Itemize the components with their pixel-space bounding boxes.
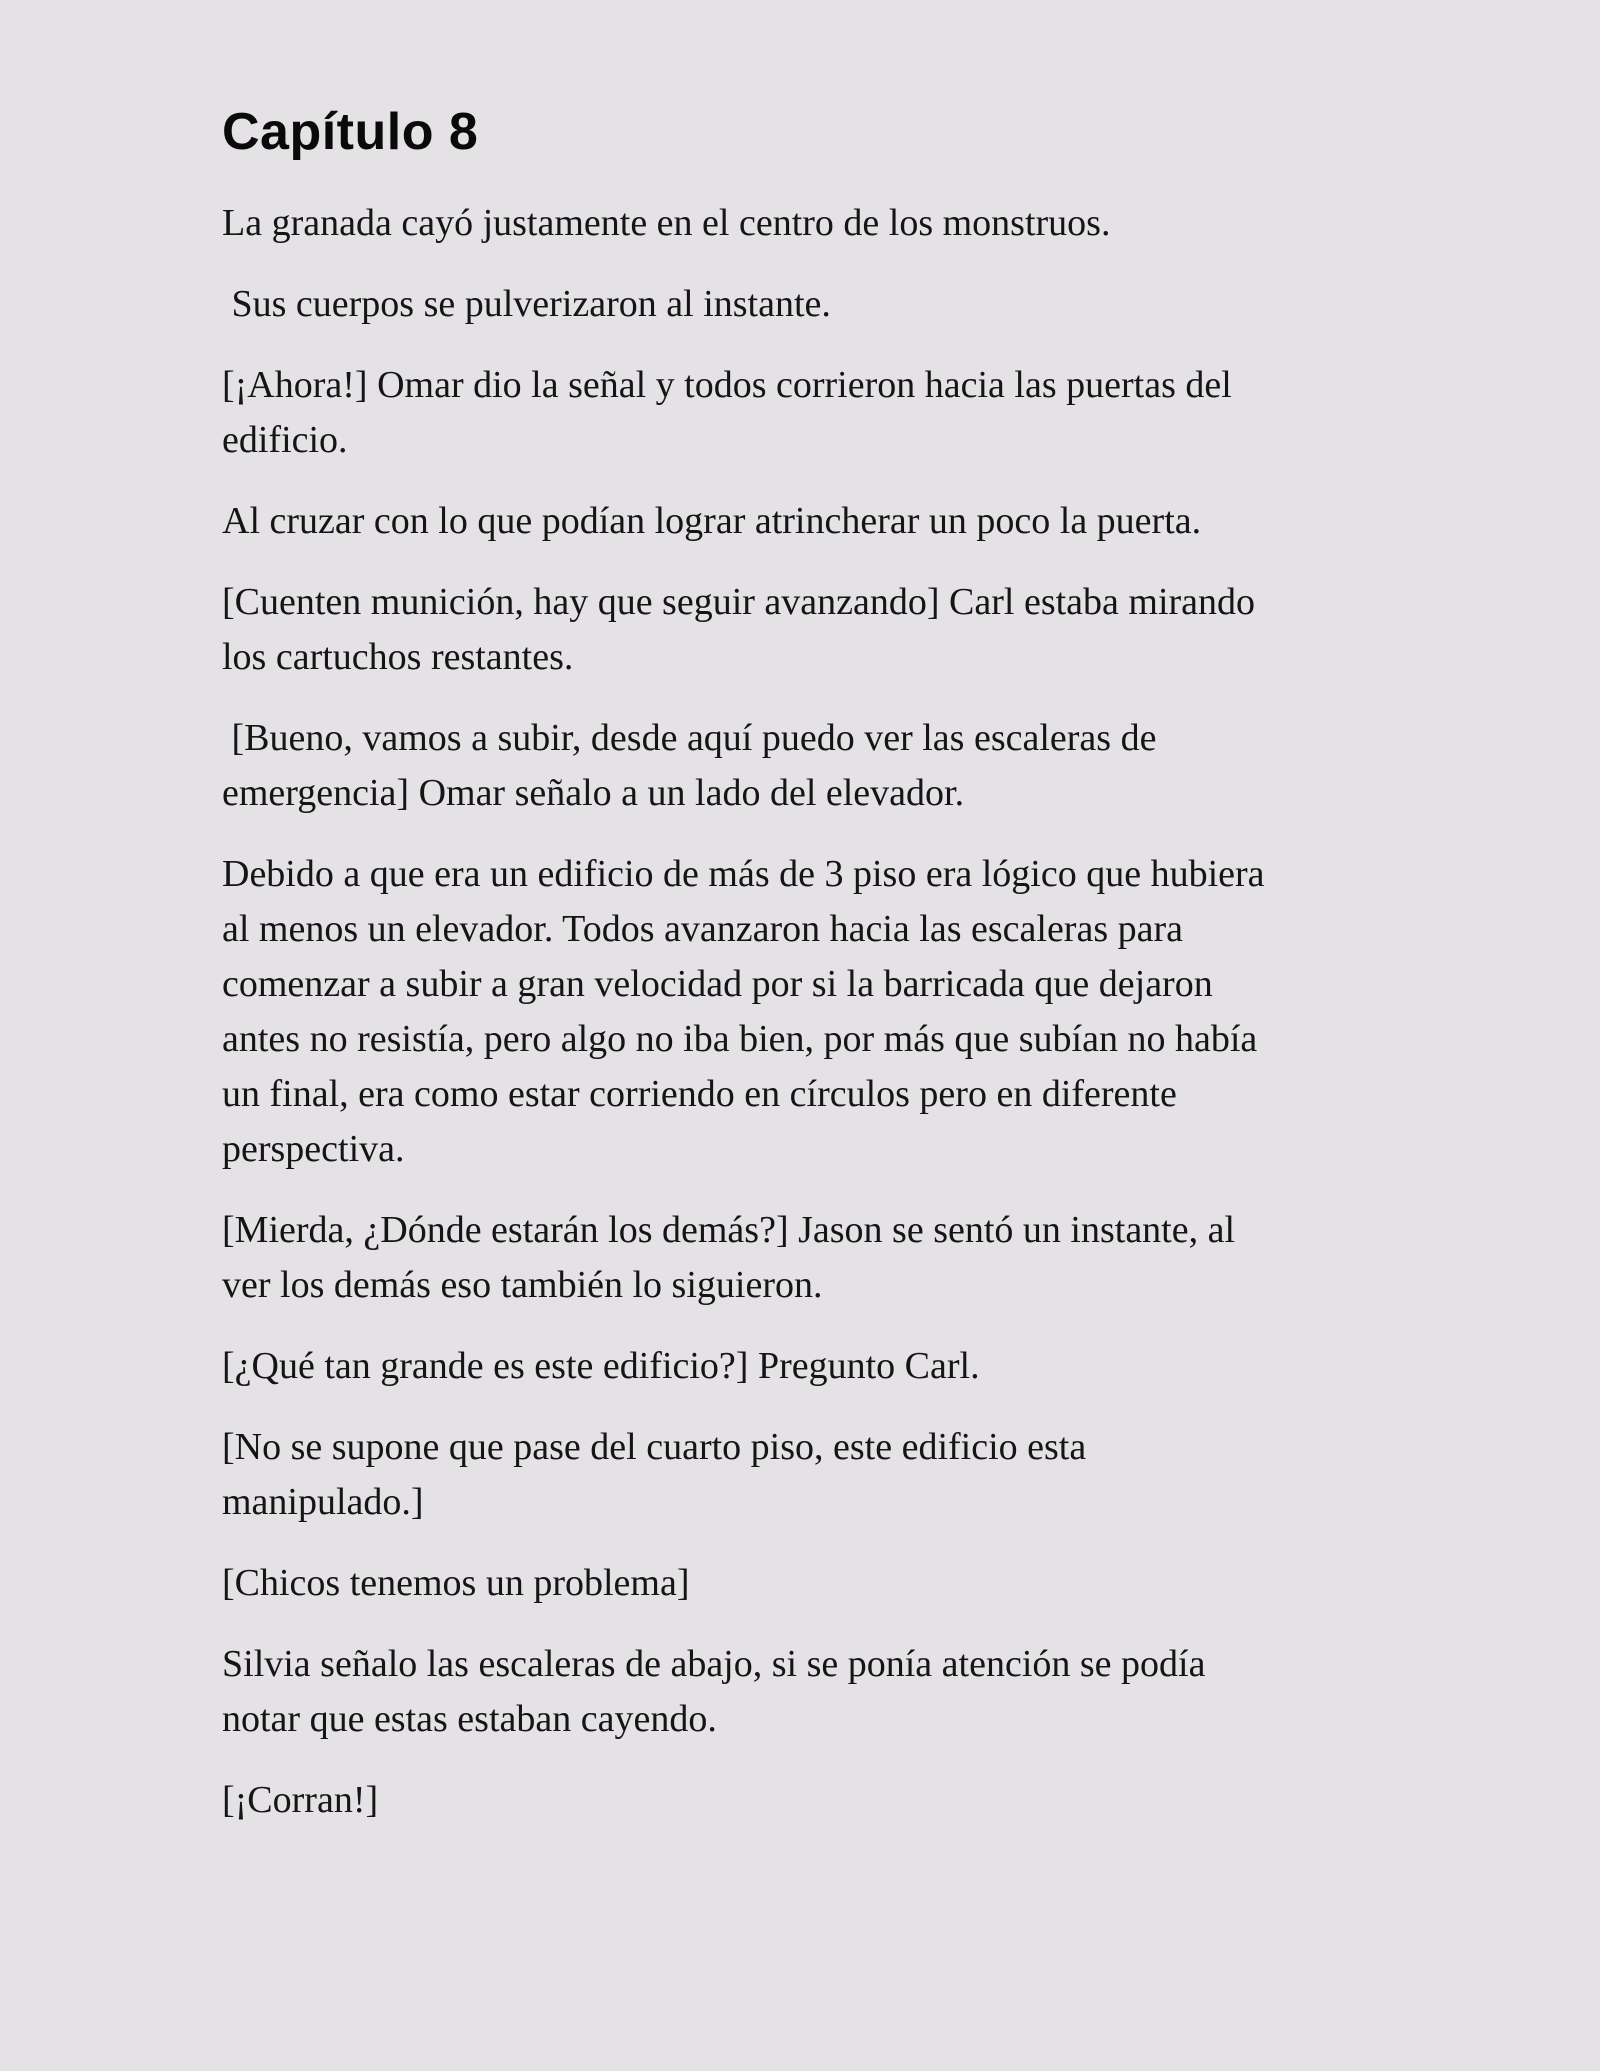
document-page [222, 100, 1422, 1854]
paragraph: [No se supone que pase del cuarto piso, este edificio esta manipulado.] [222, 1426, 1087, 1523]
paragraph: La granada cayó justamente en el centro de los monstruos. [222, 202, 1111, 244]
paragraph: [¡Corran!] [222, 1779, 379, 1821]
paragraph: [¿Qué tan grande es este edificio?] Pregunto Carl. [222, 1345, 980, 1387]
paragraph: Sus cuerpos se pulverizaron al instante. [222, 283, 831, 325]
paragraph: [¡Ahora!] Omar dio la señal y todos corrieron hacia las puertas del edificio. [222, 364, 1232, 461]
paragraph: [Cuenten munición, hay que seguir avanzando] Carl estaba mirando los cartuchos restantes. [222, 581, 1256, 678]
paragraph: Silvia señalo las escaleras de abajo, si se ponía atención se podía notar que estas estaban cayendo. [222, 1643, 1206, 1740]
paragraph: [Mierda, ¿Dónde estarán los demás?] Jason se sentó un instante, al ver los demás eso también lo siguieron. [222, 1209, 1236, 1306]
paragraph: [Bueno, vamos a subir, desde aquí puedo ver las escaleras de emergencia] Omar señalo a un lado del elevador. [222, 717, 1157, 814]
paragraph: Debido a que era un edificio de más de 3 piso era lógico que hubiera al menos un elevador. Todos avanzaron hacia las escaleras para comenzar a subir a gran velocidad por si la barricada que dejaron antes no resistía, pero algo no iba bien, por más que subían no había un final, era como estar corriendo en círculos pero en diferente perspectiva. [222, 853, 1265, 1170]
chapter-title: Capítulo 8 [222, 103, 479, 161]
paragraph: [Chicos tenemos un problema] [222, 1562, 690, 1604]
paragraph: Al cruzar con lo que podían lograr atrincherar un poco la puerta. [222, 500, 1202, 542]
